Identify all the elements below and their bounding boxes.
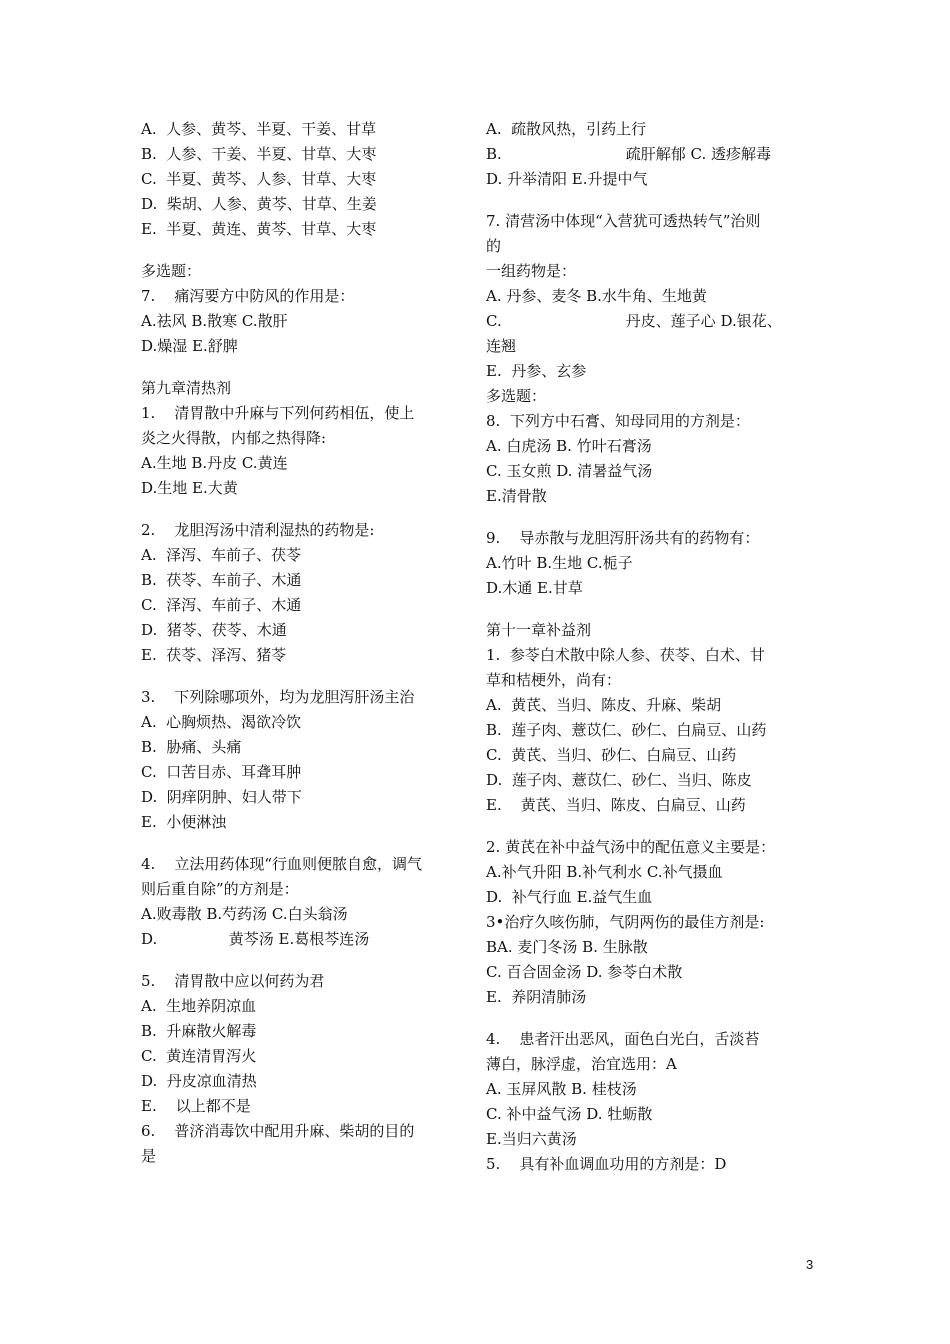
text-line: B. 疏肝解郁 C. 透疹解毒 (486, 145, 772, 163)
text-line: D. 黄芩汤 E.葛根芩连汤 (141, 930, 370, 948)
paragraph-gap (141, 835, 471, 852)
text-line: 一组药物是： (486, 262, 577, 280)
text-line: D. 补气行血 E.益气生血 (486, 888, 653, 906)
text-line: E. 以上都不是 (141, 1097, 251, 1115)
text-line: A. 黄芪、当归、陈皮、升麻、柴胡 (486, 696, 722, 714)
paragraph-gap (486, 601, 816, 618)
text-line: 薄白，脉浮虚，治宜选用：A (486, 1055, 677, 1073)
text-line: 多选题： (141, 262, 202, 280)
text-line: A. 人参、黄芩、半夏、干姜、甘草 (141, 120, 377, 138)
text-line: C. 半夏、黄芩、人参、甘草、大枣 (141, 170, 377, 188)
text-line: E. 丹参、玄参 (486, 362, 587, 380)
text-line: B. 升麻散火解毒 (141, 1022, 257, 1040)
text-line: E.当归六黄汤 (486, 1130, 577, 1148)
text-line: 7. 清营汤中体现“入营犹可透热转气”治则 (486, 212, 761, 230)
text-line: E. 养阴清肺汤 (486, 988, 587, 1006)
text-line: 则后重自除”的方剂是： (141, 880, 299, 898)
text-line: C. 丹皮、莲子心 D.银花、 (486, 312, 782, 330)
text-line: 2. 黄芪在补中益气汤中的配伍意义主要是： (486, 838, 776, 856)
paragraph-gap (141, 952, 471, 969)
text-line: D. 升举清阳 E.升提中气 (486, 170, 648, 188)
text-line: E. 半夏、黄连、黄芩、甘草、大枣 (141, 220, 377, 238)
text-line: BA. 麦门冬汤 B. 生脉散 (486, 938, 648, 956)
text-line: C. 补中益气汤 D. 牡蛎散 (486, 1105, 653, 1123)
text-line: A. 生地养阴凉血 (141, 997, 257, 1015)
text-line: D.生地 E.大黄 (141, 479, 238, 497)
text-line: 5. 具有补血调血功用的方剂是：D (486, 1155, 727, 1173)
text-line: 3. 下列除哪项外，均为龙胆泻肝汤主治 (141, 688, 415, 706)
text-line: D. 阴痒阴肿、妇人带下 (141, 788, 302, 806)
text-line: E. 小便淋浊 (141, 813, 227, 831)
text-line: C. 口苦目赤、耳聋耳肿 (141, 763, 302, 781)
text-line: 1. 参苓白术散中除人参、茯苓、白术、甘 (486, 646, 765, 664)
text-line: D.木通 E.甘草 (486, 579, 583, 597)
text-line: 3•治疗久咳伤肺，气阴两伤的最佳方剂是: (486, 913, 765, 931)
text-line: E. 茯苓、泽泻、猪苓 (141, 646, 287, 664)
text-line: 2. 龙胆泻汤中清利湿热的药物是: (141, 521, 375, 539)
text-line: D. 丹皮凉血清热 (141, 1072, 257, 1090)
text-line: 第十一章补益剂 (486, 621, 592, 639)
text-line: A. 玉屏风散 B. 桂枝汤 (486, 1080, 637, 1098)
text-line: A. 疏散风热，引药上行 (486, 120, 647, 138)
text-line: 8. 下列方中石膏、知母同用的方剂是： (486, 412, 750, 430)
text-line: 多选题： (486, 387, 547, 405)
paragraph-gap (486, 1010, 816, 1027)
paragraph-gap (141, 668, 471, 685)
text-line: D. 柴胡、人参、黄芩、甘草、生姜 (141, 195, 377, 213)
text-line: A. 泽泻、车前子、茯苓 (141, 546, 302, 564)
text-line: B. 茯苓、车前子、木通 (141, 571, 302, 589)
text-line: 5. 清胃散中应以何药为君 (141, 972, 325, 990)
text-line: 连翘 (486, 337, 517, 355)
text-line: C. 黄连清胃泻火 (141, 1047, 257, 1065)
paragraph-gap (486, 192, 816, 209)
text-line: 是 (141, 1147, 157, 1165)
paragraph-gap (486, 509, 816, 526)
text-line: A.祛风 B.散寒 C.散肝 (141, 312, 288, 330)
text-line: E. 黄芪、当归、陈皮、白扁豆、山药 (486, 796, 746, 814)
text-line: 6. 普济消毒饮中配用升麻、柴胡的目的 (141, 1122, 415, 1140)
paragraph-gap (141, 501, 471, 518)
paragraph-gap (141, 359, 471, 376)
text-line: 4. 立法用药体现“行血则便脓自愈，调气 (141, 855, 423, 873)
text-line: D. 猪苓、茯苓、木通 (141, 621, 287, 639)
text-line: A.生地 B.丹皮 C.黄连 (141, 454, 288, 472)
text-line: 4. 患者汗出恶风，面色白光白，舌淡苔 (486, 1030, 760, 1048)
text-line: C. 玉女煎 D. 清暑益气汤 (486, 462, 653, 480)
right-column (486, 117, 816, 1177)
text-line: A. 白虎汤 B. 竹叶石膏汤 (486, 437, 652, 455)
text-line: 9. 导赤散与龙胆泻肝汤共有的药物有： (486, 529, 760, 547)
text-line: A.竹叶 B.生地 C.栀子 (486, 554, 633, 572)
text-line: B. 胁痛、头痛 (141, 738, 242, 756)
text-line: A. 丹参、麦冬 B.水牛角、生地黄 (486, 287, 707, 305)
text-line: D.燥湿 E.舒脾 (141, 337, 238, 355)
paragraph-gap (141, 242, 471, 259)
text-line: 的 (486, 237, 502, 255)
left-column (141, 117, 471, 1169)
text-line: A.败毒散 B.芍药汤 C.白头翁汤 (141, 905, 348, 923)
text-line: C. 百合固金汤 D. 参苓白术散 (486, 963, 683, 981)
text-line: D. 莲子肉、薏苡仁、砂仁、当归、陈皮 (486, 771, 752, 789)
text-line: A. 心胸烦热、渴欲冷饮 (141, 713, 302, 731)
text-line: 炎之火得散，内郁之热得降: (141, 429, 327, 447)
page-number: 3 (806, 1257, 814, 1272)
text-line: 7. 痛泻要方中防风的作用是： (141, 287, 355, 305)
text-line: B. 人参、干姜、半夏、甘草、大枣 (141, 145, 377, 163)
text-line: 1. 清胃散中升麻与下列何药相伍，使上 (141, 404, 415, 422)
paragraph-gap (486, 818, 816, 835)
text-line: B. 莲子肉、薏苡仁、砂仁、白扁豆、山药 (486, 721, 767, 739)
text-line: 草和桔梗外，尚有： (486, 671, 622, 689)
text-line: 第九章清热剂 (141, 379, 232, 397)
text-line: C. 黄芪、当归、砂仁、白扁豆、山药 (486, 746, 737, 764)
text-line: A.补气升阳 B.补气利水 C.补气摄血 (486, 863, 723, 881)
text-line: E.清骨散 (486, 487, 547, 505)
text-line: C. 泽泻、车前子、木通 (141, 596, 302, 614)
